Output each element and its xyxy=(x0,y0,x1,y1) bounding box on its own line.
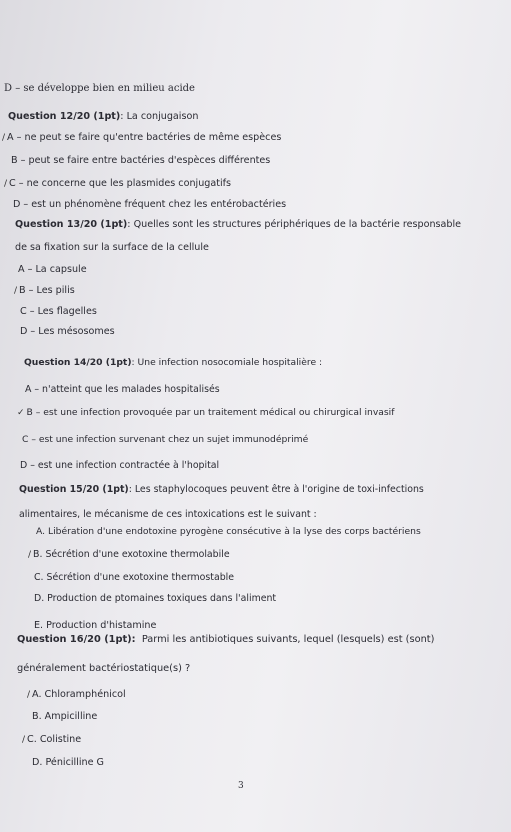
q12-option-c-text: C – ne concerne que les plasmides conjugatifs xyxy=(9,178,232,189)
q14-option-a: A – n'atteint que les malades hospitalisés xyxy=(25,384,220,395)
check-mark-icon: / xyxy=(22,735,26,745)
q15-option-b-text: B. Sécrétion d'une exotoxine thermolabile xyxy=(33,549,230,560)
q16-option-b: B. Ampicilline xyxy=(32,711,98,722)
q13-option-d: D – Les mésosomes xyxy=(20,326,115,337)
check-mark-icon: / xyxy=(27,690,31,700)
q12-heading xyxy=(8,110,198,123)
q16-option-d: D. Pénicilline G xyxy=(32,757,104,768)
q14-option-b-text: B – est une infection provoquée par un traitement médical ou chirurgical invasif xyxy=(26,407,395,418)
q16-heading xyxy=(17,633,434,646)
q12-option-d: D – est un phénomène fréquent chez les entérobactéries xyxy=(13,199,287,210)
check-mark-icon: / xyxy=(28,550,32,560)
q11-option-d: D – se développe bien en milieu acide xyxy=(4,83,195,94)
q13-option-b xyxy=(14,284,75,298)
q12-text: : La conjugaison xyxy=(120,111,199,122)
q15-heading xyxy=(19,483,424,496)
q12-option-a xyxy=(2,131,281,145)
check-mark-icon: / xyxy=(4,179,8,189)
q15-text: : Les staphylocoques peuvent être à l'origine de toxi-infections xyxy=(128,484,424,495)
q13-option-c: C – Les flagelles xyxy=(20,306,97,317)
q15-text-continued: alimentaires, le mécanisme de ces intoxications est le suivant : xyxy=(19,509,317,520)
check-mark-icon: / xyxy=(14,286,18,296)
q15-option-a: A. Libération d'une endotoxine pyrogène consécutive à la lyse des corps bactériens xyxy=(36,526,421,537)
q12-option-b: B – peut se faire entre bactéries d'espèces différentes xyxy=(11,155,271,166)
q14-option-c: C – est une infection survenant chez un sujet immunodéprimé xyxy=(22,434,309,445)
q14-text: : Une infection nosocomiale hospitalière : xyxy=(131,357,323,368)
q13-label: Question 13/20 (1pt) xyxy=(15,219,128,230)
q13-heading xyxy=(15,218,461,231)
q12-option-a-text: A – ne peut se faire qu'entre bactéries de même espèces xyxy=(7,132,282,143)
q16-option-a-text: A. Chloramphénicol xyxy=(32,689,126,700)
q14-option-b xyxy=(17,406,394,420)
q16-option-c-text: C. Colistine xyxy=(27,734,82,745)
q13-option-b-text: B – Les pilis xyxy=(19,285,75,296)
q15-option-c: C. Sécrétion d'une exotoxine thermostable xyxy=(34,572,235,583)
q14-heading xyxy=(24,356,322,369)
q15-option-d: D. Production de ptomaines toxiques dans l'aliment xyxy=(34,593,277,604)
q12-option-c xyxy=(4,177,231,191)
check-mark-icon: / xyxy=(2,133,6,143)
q16-option-a xyxy=(27,688,126,702)
q16-label: Question 16/20 (1pt): xyxy=(17,634,136,645)
page-number: 3 xyxy=(238,781,244,791)
q12-label: Question 12/20 (1pt) xyxy=(8,111,121,122)
q14-label: Question 14/20 (1pt) xyxy=(24,357,132,368)
q16-text: Parmi les antibiotiques suivants, lequel (lesquels) est (sont) xyxy=(141,634,435,645)
q15-option-b xyxy=(28,548,230,562)
q13-text: : Quelles sont les structures périphériques de la bactérie responsable xyxy=(127,219,462,230)
q16-text-continued: généralement bactériostatique(s) ? xyxy=(17,663,191,674)
q16-option-c xyxy=(22,733,81,747)
q14-option-d: D – est une infection contractée à l'hopital xyxy=(20,460,220,471)
q15-label: Question 15/20 (1pt) xyxy=(19,484,129,495)
check-mark-icon: ✓ xyxy=(17,408,25,418)
q15-option-e: E. Production d'histamine xyxy=(34,620,157,631)
q13-option-a: A – La capsule xyxy=(18,264,87,275)
q13-text-continued: de sa fixation sur la surface de la cellule xyxy=(15,242,209,253)
